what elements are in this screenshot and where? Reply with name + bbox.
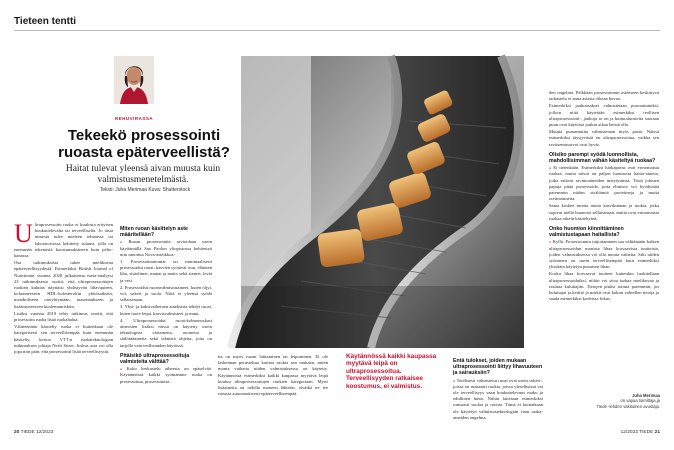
footer-left	[14, 430, 53, 435]
subheading-question: Olisiko parempi syödä luonnollista, mahdollisimman vähän käsiteltyä ruokaa?	[549, 151, 656, 165]
subheading-question: Miten ruoan käsittelyn aste määritellään?	[120, 226, 188, 239]
article-subheadline: Haitat tulevat yleensä aivan muusta kuin valmistusmenetelmästä.	[65, 164, 221, 185]
answer-marker: »	[549, 239, 553, 245]
drop-cap: U	[14, 219, 33, 248]
pull-quote: Käytännössä kaikki kaupassa myytävä leipä on ultraprosessoitua. Terveellisyyden ratkaisee koostumus, ei valmistus.	[346, 353, 437, 390]
body-paragraph: ltraprosessoitu ruoka ei kuulosta erityisen houkuttelevalta tai terveelliseltä. Jo tästä nimestä tulee mieleen tehtaassa tai laboratoriossa kehitetty sulausi, jolla on enemmän tekemistä koostumuksineen kuin pelto-kanassa.	[14, 222, 113, 259]
magazine-name-left: TIEDE	[20, 430, 35, 435]
author-role: on vapaa toimittaja ja	[620, 398, 660, 404]
answer-marker: »	[120, 366, 127, 372]
answer-marker: »	[549, 165, 554, 171]
author-portrait	[114, 56, 154, 104]
bread-conveyor-illustration	[241, 56, 524, 348]
body-paragraph	[549, 103, 659, 128]
paragraph-text: Muutta puruamuitta valmistetaan myös pasta. Näissä esimerkiksi täysjyvästä on ultraprosessoitua, vaikka sen ravitsemusarvot ovat hyvät.	[549, 129, 659, 147]
body-column-4	[453, 354, 544, 420]
body-paragraph	[120, 304, 212, 316]
portrait-caption: REHUVIRASSA	[114, 116, 154, 121]
paragraph-text: Koska lihaa korvaavat tuotteet kuitenkin luokitellaan ultraprosessoiduiksi, niihin voi sitoa turhaa mielikuvaa ja rasittaa kuluttajiin. Tietojen pitäisi toimia paremmin, jos kuluttajat ja keittiö ja mirkit ovat kokon valitellen tietoja ja saada esimerkiksi kodeissa fokus.	[549, 271, 659, 302]
paragraph-text: Esimerkiksi jauhonsakset valmistetaan puronutumiksi, jolloin niitä käytetään esimerkiksi teollisen ultraprosessointi-, jauhoja se on ja kuitutaluosteita suoraan puun ovat käytössä jonkin aikaa heistä olla.	[549, 103, 659, 128]
paragraph-text: den ongelma. Pelkkään prosessoinnin asteeseen keskittyvä tarkastelu ei anna asiasta oikeaa kuvaa.	[549, 90, 659, 102]
body-column-2	[120, 222, 212, 402]
body-paragraph	[549, 271, 659, 302]
header-rule	[14, 30, 660, 31]
portrait-illustration	[114, 56, 154, 104]
section-title: Tieteen tentti	[14, 16, 77, 27]
article-headline: Tekeekö prosessointi ruoasta epäterveellistä?	[58, 127, 230, 161]
body-paragraph	[120, 239, 212, 258]
paragraph-text: Ruoan prosessointia arvioidaan usein käyttämällä Sao Paolon yliopistossa kehitettyä niin sanottua Nova-asteikkoa:	[120, 239, 212, 257]
page-number-left: 20	[14, 430, 20, 435]
body-column-1	[14, 219, 113, 402]
answer-marker: »	[120, 239, 129, 245]
subheading-question: Pitäisikö ultraprosessoituja valmisteita välttää?	[120, 352, 190, 366]
author-role-2: Tiede -lehden vakituinen avustaja.	[596, 403, 660, 409]
body-paragraph	[120, 259, 212, 284]
paragraph-text: Sama koskee monia muita kasvikunnan ja ruokia, jotka sopivat niellä huonosti sellaisinaan, mutta ovat erinomaista ruokaa oikein käsiteltyinä.	[549, 203, 659, 221]
issue-left: 12/2023	[36, 430, 54, 435]
subheading-question: Onko huomion kiinnittäminen valmistustapaan haitallista?	[549, 226, 624, 239]
paragraph-text: Ei tietenkään. Esimerkiksi härkäpavut ovat erinomaista ruokaa, mutta niissä on paljon luonnosta haitta-aineita, jotka estävät ravintoaineiden imeytymistä. Tästä johtuen papuja pitää prosessoida, jotta elimistö voi hyödyntää paremmin niiden sisältämiä proteiineja ja muita ravintoaineita.	[549, 165, 659, 202]
body-paragraph: Välineenään käsitelty ruoka ei kuitenkaan ole kategorisesti sen terveellisempää kuin enemmän käsitelty, kertoo VTT:n ruokateknologian tutkimuksen johtaja Nesli Sözer. Joskus asia voi olla jopa niin päin, että prosessointi lisää terveellisyyttä.	[14, 324, 113, 355]
body-column-3	[218, 354, 328, 404]
paragraph-text: Kyllä. Prosessoinnin tuijottaminen saa välttämään kaiken ultraprosessoidun monista lihaa korvaavista tuotteista, joiden valmistuksessa voi olla monta vaihetta. Silti niiden syöminen on usein terveellisempää kuin esimerkiksi yksittäin käytetyn punaisen lihan.	[549, 239, 659, 270]
body-column-5	[549, 90, 659, 390]
paragraph-text: 2. Prosessoidut ruoanvalmistusaineet, kuten öljyt, voi, sokeri ja suola. Niitä ei yleensä syödä sellaisenaan.	[120, 284, 212, 303]
paragraph-text: 1. Prosessoimattomat tai minimaalisesti prosessoidut ruoat: kasvien syötävät osat, eläinten liha, sisäelimet, munat ja maito sekä siemet, levät ja vesi.	[120, 259, 212, 283]
body-paragraph	[549, 203, 659, 222]
author-signature	[596, 393, 660, 409]
subheading-question: Entä tulokset, joiden mukaan ultraprosessointi liittyy lihavuuteen ja sairauksiin?	[453, 358, 543, 377]
article-byline: Teksti: Juha Merimaa Kuva: Shutterstock	[99, 187, 191, 193]
paragraph-text: 4. Ultraprosessoidut ruoat-kolmonoskasi aineosien lisäksi niissä on käytetty usein teknologisia väriaineita, aromeita ja säilöntäaineita sekä teknisiä ohjeita, joita on tarjolla vain teollisuuden käytössä.	[120, 317, 212, 348]
page-number-right: 21	[654, 430, 660, 435]
body-paragraph	[549, 90, 659, 102]
body-paragraph: tia on myös ruoan laittaminen tai leipominen. Ei ole laskennan perusteltua karttaa ruokia sen mukaan, miten monta vaihetta niiden valmistuksessa on käytetty. Käytännössä esimerkiksi kaikki kaupassa myytävä leipä kuuluu ultraprosessoitujen ruokien kategoriaan. Myös lisäaineita on todella moneen lähtöön, eivätkä ne tee ruoasta automaattisesti epäterveellisempää.	[218, 354, 328, 397]
magazine-name-right: TIEDE	[639, 430, 654, 435]
paragraph-text: 3. Yksi- ja kaksivaiheinen aineksista tehdyt ruoat, kuten tuore leipä, kasvisvalmisteet ja muut.	[120, 304, 212, 316]
footer-right	[621, 430, 660, 435]
author-name: Juha Merimaa	[632, 393, 660, 398]
answer-marker: »	[453, 377, 457, 383]
body-paragraph	[120, 318, 212, 349]
body-paragraph	[120, 285, 212, 304]
body-paragraph	[120, 366, 212, 385]
issue-right: 12/2023	[620, 430, 638, 435]
body-paragraph	[549, 165, 659, 202]
paragraph-text: Koko keskustelu aiheesta on epäselvää. Käytännössä kaikki syömämme ruoka on prosessoitua, prosessointia...	[120, 366, 212, 384]
bread-production-photo	[241, 56, 524, 348]
body-paragraph: Osa tutkimuksista tukee mielikuvaa epäterveellisyydestä. Esimerkiksi British Journal of Nutritionin vuonna 2020 julkaisema meta-analyysi 23 tutkimuksesta osoitti, että ultraprosessoitujen ruokien kulutus näyttäisi yhdistyvän lihavuuteen, kohonneeseen HDL-kolesteroliin yhtiösaiksiin, metaboliseen oireyhtymään, masennukseen ja lisääntyneeseen kuolemanriskiin.	[14, 260, 113, 309]
body-paragraph: Lisäksi vuonna 2019 tehty tutkimus osoitti, että prosessoitu ruoka lisää ruokahalua.	[14, 310, 113, 323]
body-paragraph	[549, 239, 659, 270]
body-paragraph	[453, 378, 543, 421]
paragraph-text: Teollisesti valmistetut ruoat ovat usein sokeri-, joissa on runsaasti ruokia, joissa ylesellisissä vai ole terveellisyys vaan houkuttelevuus maku ja edullinen hinta. Niihin laitetaan esimerkiksi runsaasti suolaa ja rasvaa. Tämä ei kuitenkaan ole käytetyn valmistusteknologian vaan raaka-aineiden ongelma.	[453, 377, 544, 420]
body-paragraph	[549, 129, 659, 148]
